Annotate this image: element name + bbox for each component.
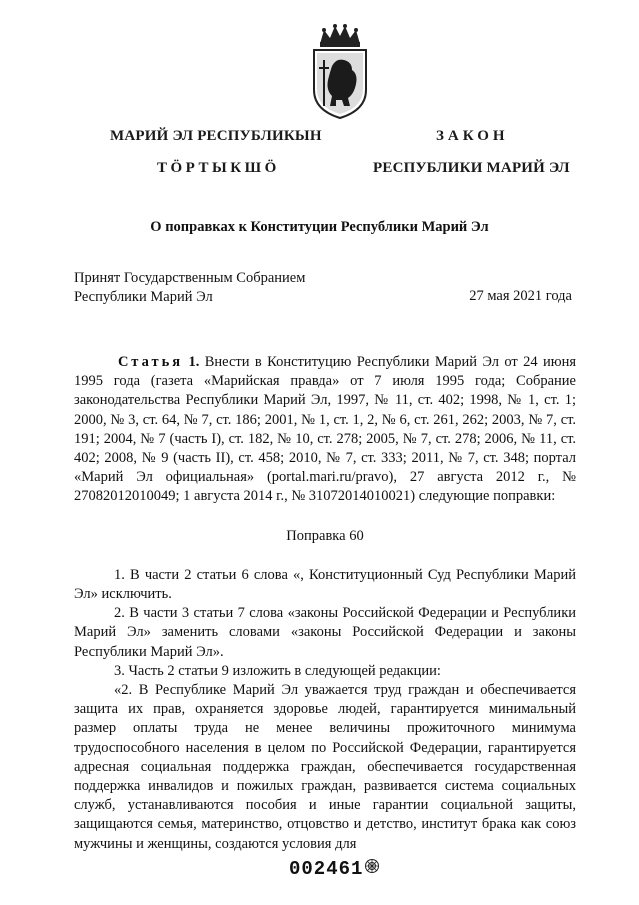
adopted-line2: Республики Марий Эл [74,289,213,305]
adopted-line1: Принят Государственным Собранием [74,270,306,286]
amendment-heading: Поправка 60 [286,527,364,544]
article-1 [74,353,576,507]
article-label-word: Статья [118,354,184,370]
coat-of-arms-icon [302,22,378,120]
item-1: 1. В части 2 статьи 6 слова «, Конституционный Суд Республики Марий Эл» исключить. [74,566,576,603]
header-left-line2: ТӦРТЫКШӦ [157,160,280,176]
document-title: О поправках к Конституции Республики Марий Эл [150,219,489,235]
header-right-line1: ЗАКОН [436,128,509,144]
article-1-text: Внести в Конституцию Республики Марий Эл от 24 июня 1995 года (газета «Марийская правда» от 7 июля 1995 года; Собрание законодательства Республики Марий Эл, 1997, № 11, ст. 402; 1998, № 1, ст. 1; 2000, № 3, ст. 64, № 7, ст. 186; 2001, № 1, ст. 1, 2, № 6, ст. 261, 262; 2003, № 7, ст. 191; 2004, № 7 (часть I), ст. 182, № 10, ст. 278; 2005, № 7, ст. 278; 2006, № 11, ст. 402; 2008, № 9 (часть II), ст. 458; 2010, № 7, ст. 333; 2011, № 7, ст. 348; портал «Марий Эл официальная» (portal.mari.ru/pravo), 27 августа 2012 г., № 27082012010049; 1 августа 2014 г., № 31072014010021) следующие поправки: [74,354,577,505]
item-3: 3. Часть 2 статьи 9 изложить в следующей редакции: [114,662,441,679]
adoption-date: 27 мая 2021 года [469,288,572,304]
article-label-number: 1. [188,354,200,370]
item-2: 2. В части 3 статьи 7 слова «законы Российской Федерации и Республики Марий Эл» заменить словами «законы Российской Федерации и законы Республики Марий Эл». [74,605,576,660]
adopted-by [74,269,305,307]
header-left-line1: МАРИЙ ЭЛ РЕСПУБЛИКЫН [110,128,322,144]
document-serial-number: 002461 [289,858,364,880]
document-body [74,353,576,854]
header-right-line2: РЕСПУБЛИКИ МАРИЙ ЭЛ [373,160,570,176]
item-3-text: «2. В Республике Марий Эл уважается труд граждан и обеспечивается защита их прав, охраняется здоровье людей, гарантируется минимальный размер оплаты труда не менее величины прожиточного минимума трудоспособного населения в целом по Российской Федерации, гарантируется адресная социальная поддержка граждан, обеспечивается государственная поддержка инвалидов и пожилых граждан, развивается система социальных служб, устанавливаются пособия и иные гарантии социальной защиты, защищаются семья, материнство, отцовство и детство, институт брака как союз мужчины и женщины, создаются условия для [74,682,576,852]
rosette-icon [364,858,380,874]
